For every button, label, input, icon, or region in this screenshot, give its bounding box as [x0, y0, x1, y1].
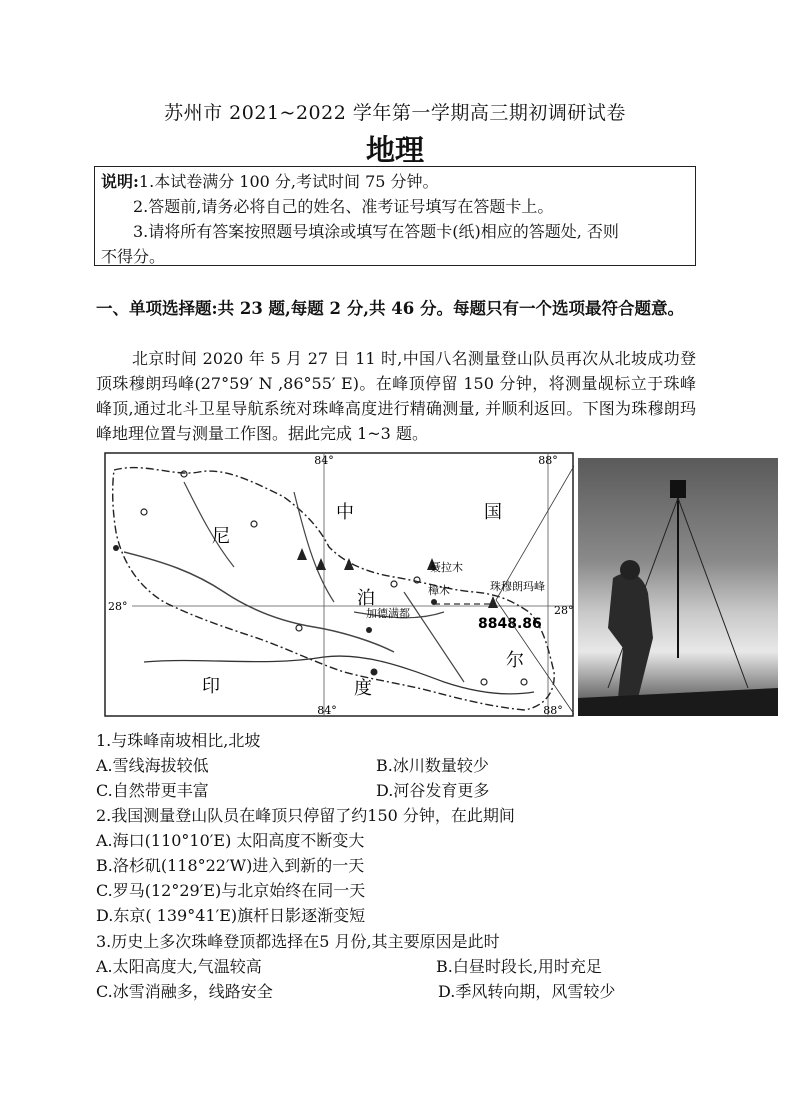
instructions-label: 说明: [101, 172, 139, 191]
q1-option-d[interactable]: D.河谷发育更多 [376, 781, 490, 800]
instruction-3-cont: 不得分。 [101, 247, 166, 266]
city-kathmandu: 加德满都 [366, 607, 410, 620]
lat-28-right: 28° [554, 604, 574, 617]
summit-survey-photo [578, 458, 778, 716]
lon-88-top: 88° [538, 454, 558, 467]
q3-option-c[interactable]: C.冰雪消融多，线路安全 [96, 982, 273, 1001]
label-yin: 印 [202, 676, 220, 697]
q3-option-b[interactable]: B.白昼时段长,用时充足 [436, 957, 602, 976]
passage: 北京时间 2020 年 5 月 27 日 11 时,中国八名测量登山队员再次从北坡成功登顶珠穆朗玛峰(27°59′ N ,86°55′ E)。在峰顶停留 150 分钟，将测量觇标立于珠峰峰顶,通过北斗卫星导航系统对珠峰高度进行精确测量, 并顺利返回。下图为珠穆朗玛峰地理位置与测量工作图。据此完成 1~3 题。 [96, 349, 696, 443]
peak-height: 8848.86 [478, 616, 542, 632]
label-bo: 泊 [357, 588, 375, 609]
instruction-2: 2.答题前,请务必将自己的姓名、准考证号填写在答题卡上。 [133, 197, 554, 216]
label-er: 尔 [506, 650, 524, 671]
q1-option-c[interactable]: C.自然带更丰富 [96, 781, 209, 800]
instruction-3: 3.请将所有答案按照题号填涂或填写在答题卡(纸)相应的答题处, 否则 [133, 222, 619, 241]
q1-option-a[interactable]: A.雪线海拔较低 [96, 756, 209, 775]
q2-option-d[interactable]: D.东京( 139°41′E)旗杆日影逐渐变短 [96, 906, 366, 925]
q1-option-b[interactable]: B.冰川数量较少 [376, 756, 489, 775]
instructions-box [94, 166, 696, 266]
label-ni: 尼 [212, 526, 230, 547]
q2-option-c[interactable]: C.罗马(12°29′E)与北京始终在同一天 [96, 881, 366, 900]
label-du: 度 [354, 678, 372, 699]
city-nielamu: 聂拉木 [430, 561, 463, 574]
label-zhong: 中 [336, 502, 354, 523]
exam-title: 苏州市 2021~2022 学年第一学期高三期初调研试卷 [164, 102, 626, 124]
question-3-stem: 3.历史上多次珠峰登顶都选择在5 月份,其主要原因是此时 [96, 932, 500, 951]
instruction-1: 1.本试卷满分 100 分,考试时间 75 分钟。 [138, 172, 439, 191]
peak-name: 珠穆朗玛峰 [490, 580, 545, 593]
question-1-stem: 1.与珠峰南坡相比,北坡 [96, 731, 261, 750]
everest-location-map [104, 452, 574, 717]
q2-option-a[interactable]: A.海口(110°10′E) 太阳高度不断变大 [96, 831, 365, 850]
city-zhangmu: 樟木 [428, 584, 450, 597]
surveyor-silhouette [578, 458, 778, 716]
q3-option-a[interactable]: A.太阳高度大,气温较高 [96, 957, 262, 976]
lon-84-top: 84° [314, 454, 334, 467]
section-heading: 一、单项选择题:共 23 题,每题 2 分,共 46 分。每题只有一个选项最符合题意。 [96, 299, 684, 318]
lon-84-bottom: 84° [317, 704, 337, 717]
figure [104, 452, 780, 717]
subject-title: 地理 [365, 133, 424, 167]
lat-28-left: 28° [108, 600, 128, 613]
question-2-stem: 2.我国测量登山队员在峰顶只停留了约150 分钟，在此期间 [96, 806, 515, 825]
q3-option-d[interactable]: D.季风转向期，风雪较少 [438, 982, 616, 1001]
lon-88-bottom: 88° [543, 704, 563, 717]
label-guo: 国 [484, 502, 502, 523]
q2-option-b[interactable]: B.洛杉矶(118°22′W)进入到新的一天 [96, 856, 365, 875]
